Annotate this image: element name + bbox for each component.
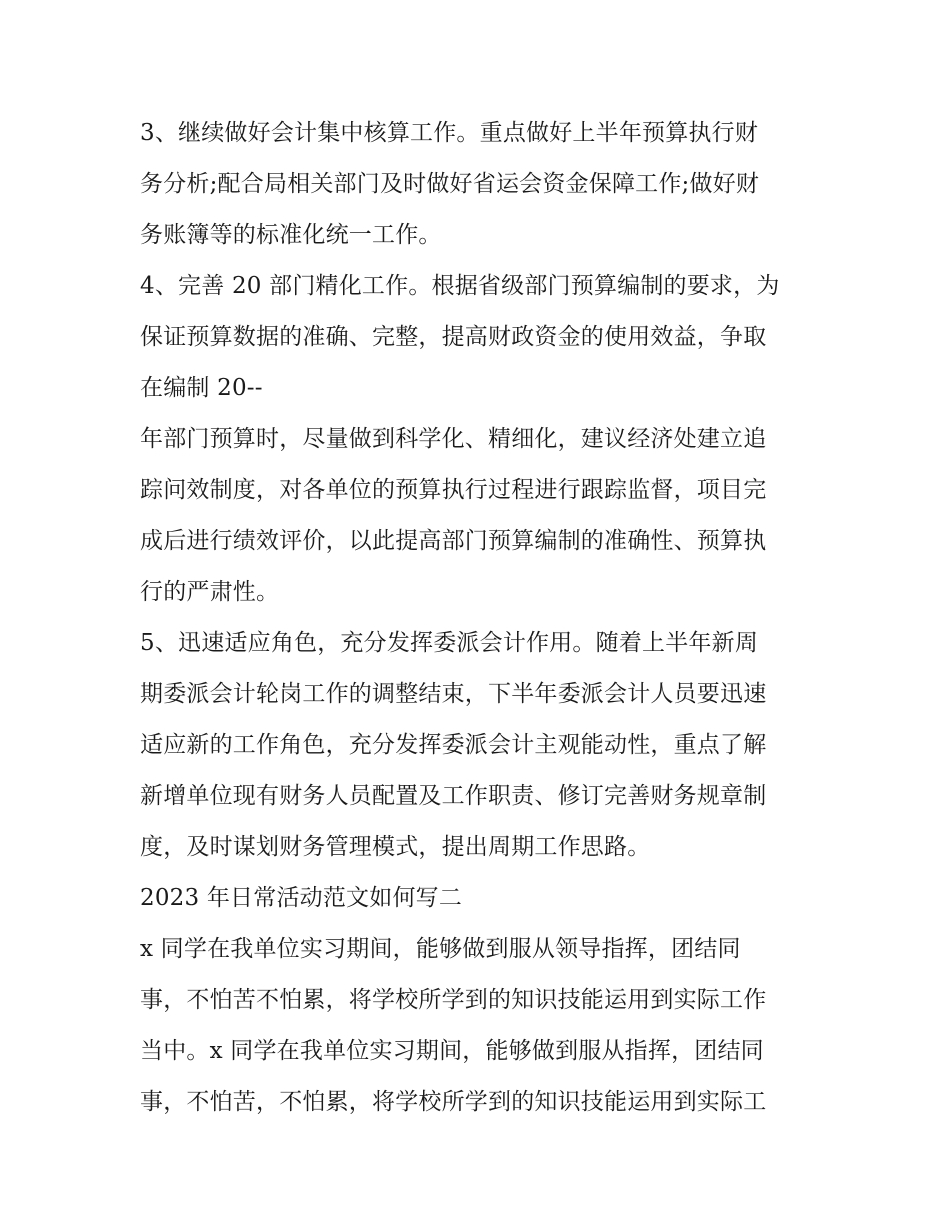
text-line-14: 新增单位现有财务人员配置及工作职责、修订完善财务规章制 bbox=[140, 783, 767, 809]
text-line-11: 5、迅速适应角色，充分发挥委派会计作用。随着上半年新周 bbox=[140, 630, 759, 656]
text-line-19: 当中。x 同学在我单位实习期间，能够做到服从指挥，团结同 bbox=[140, 1038, 764, 1064]
text-line-3: 务账簿等的标准化统一工作。 bbox=[140, 222, 442, 248]
document-body bbox=[140, 108, 820, 1128]
text-line-2: 务分析;配合局相关部门及时做好省运会资金保障工作;做好财 bbox=[140, 171, 760, 197]
text-line-5: 保证预算数据的准确、完整，提高财政资金的使用效益，争取 bbox=[140, 324, 767, 350]
section-heading: 2023 年日常活动范文如何写二 bbox=[140, 885, 463, 911]
text-line-12: 期委派会计轮岗工作的调整结束，下半年委派会计人员要迅速 bbox=[140, 681, 767, 707]
text-line-4: 4、完善 20 部门精化工作。根据省级部门预算编制的要求，为 bbox=[140, 273, 780, 299]
text-line-1: 3、继续做好会计集中核算工作。重点做好上半年预算执行财 bbox=[140, 120, 759, 146]
text-line-18: 事，不怕苦不怕累，将学校所学到的知识技能运用到实际工作 bbox=[140, 987, 767, 1013]
text-line-17: x 同学在我单位实习期间，能够做到服从领导指挥，团结同 bbox=[140, 936, 741, 962]
text-line-7: 年部门预算时，尽量做到科学化、精细化，建议经济处建立追 bbox=[140, 426, 767, 452]
text-line-15: 度，及时谋划财务管理模式，提出周期工作思路。 bbox=[140, 834, 651, 860]
text-line-10: 行的严肃性。 bbox=[140, 579, 280, 605]
text-line-20: 事，不怕苦，不怕累，将学校所学到的知识技能运用到实际工 bbox=[140, 1089, 767, 1115]
text-line-6: 在编制 20-- bbox=[140, 375, 263, 401]
text-line-9: 成后进行绩效评价，以此提高部门预算编制的准确性、预算执 bbox=[140, 528, 767, 554]
text-line-8: 踪问效制度，对各单位的预算执行过程进行跟踪监督，项目完 bbox=[140, 477, 767, 503]
text-line-13: 适应新的工作角色，充分发挥委派会计主观能动性，重点了解 bbox=[140, 732, 767, 758]
